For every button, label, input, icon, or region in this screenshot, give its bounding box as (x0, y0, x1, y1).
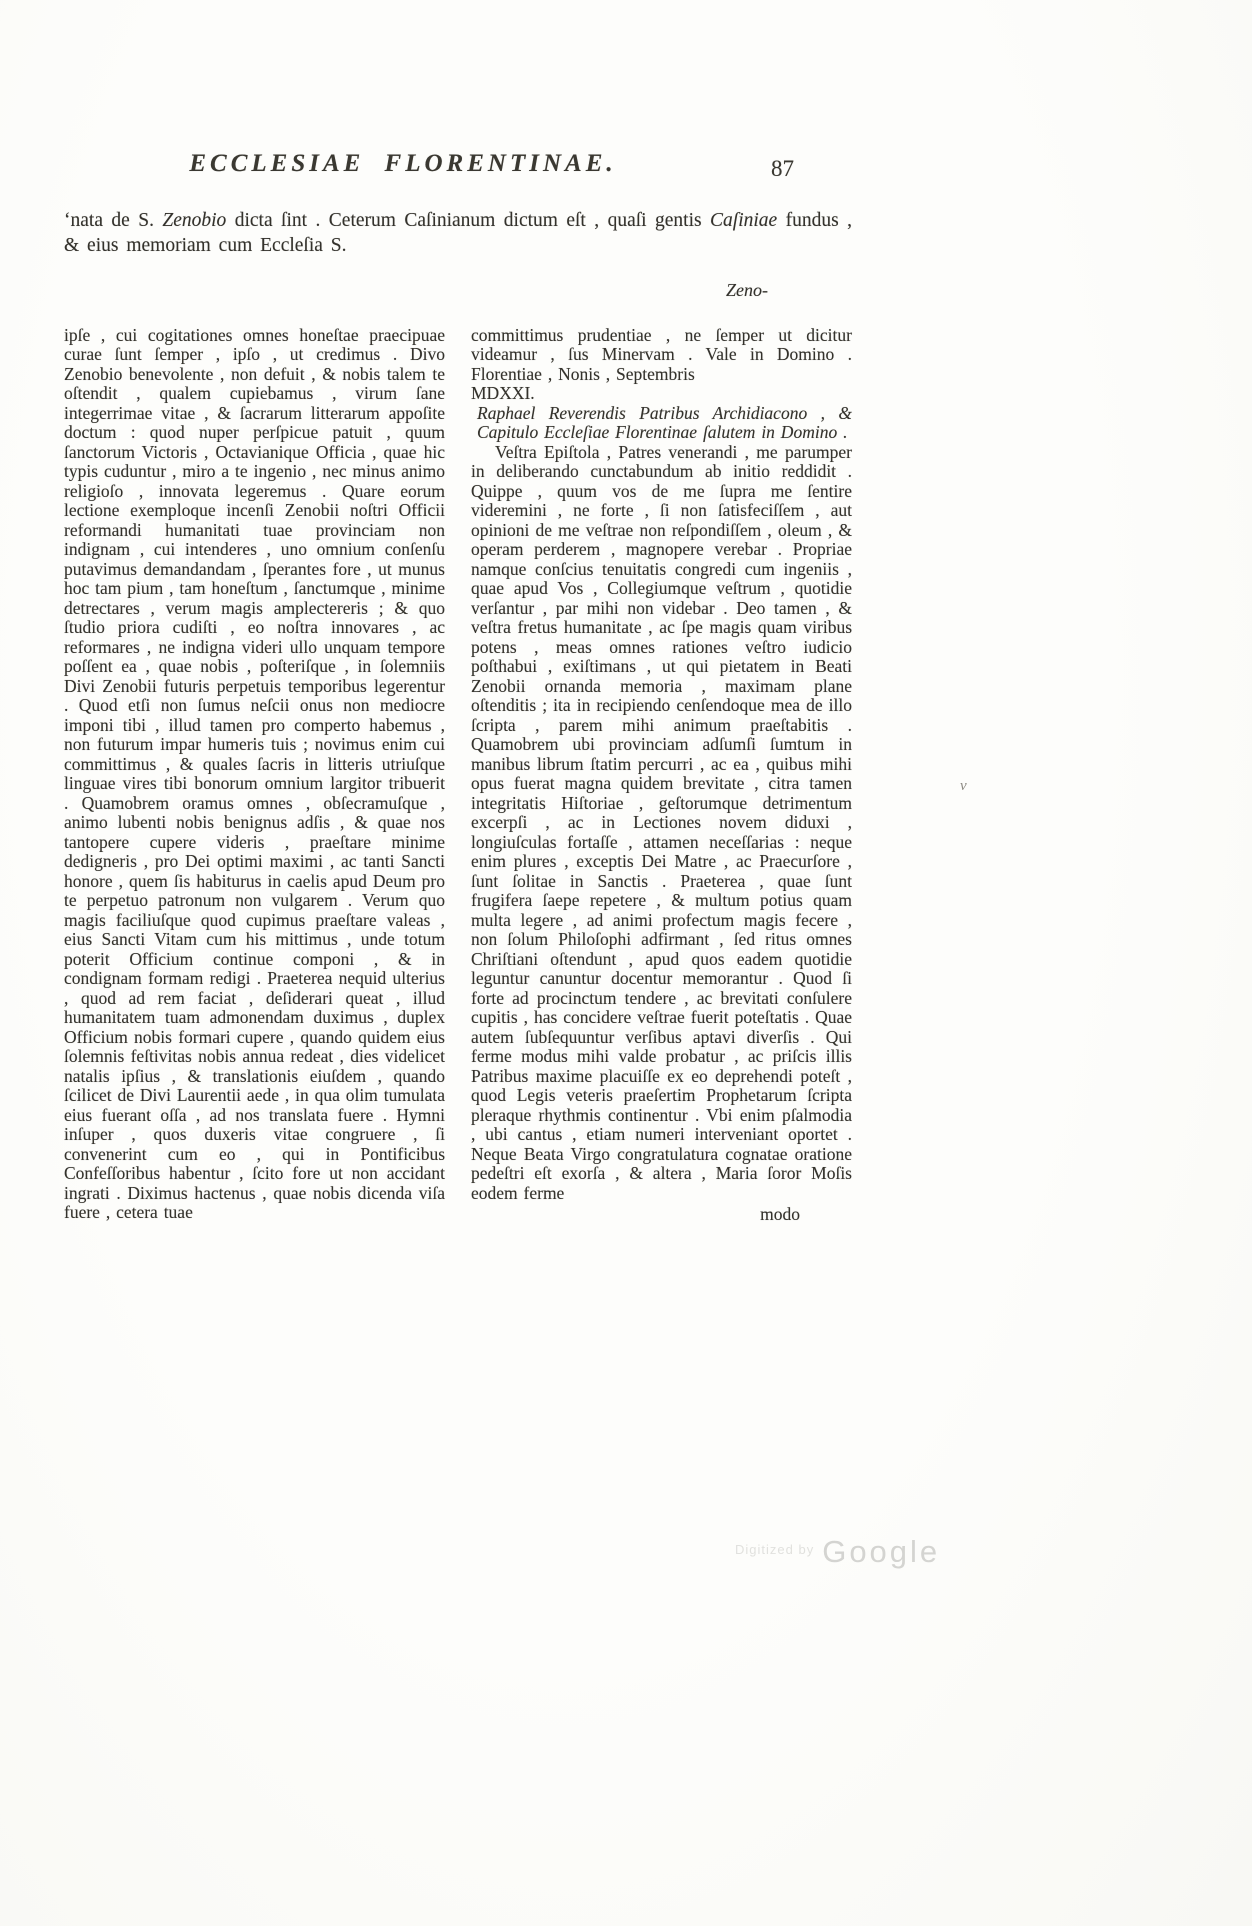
letter-salutation: Raphael Reverendis Patribus Archidiacono , & Capitulo Eccleſiae Florentinae ſalutem in Domino . (477, 402, 852, 442)
right-column (471, 326, 852, 1225)
printed-text-block (64, 150, 852, 1225)
letter-date: MDXXI. (471, 383, 535, 403)
two-column-text (64, 326, 852, 1225)
page-number: 87 (771, 156, 794, 181)
intro-text-segment: ‘nata de S. (64, 210, 163, 231)
intro-text-segment: fundus , & eius memoriam cum Eccleſia S. (64, 210, 852, 256)
running-head (64, 150, 852, 192)
catchword-modo: modo (760, 1204, 800, 1224)
intro-italic-zenobio: Zenobio (162, 210, 227, 231)
catchword-zeno: Zeno- (726, 279, 768, 300)
left-column-paragraph: ipſe , cui cogitationes omnes honeſtae praecipuae curae ſunt ſemper , ipſo , ut credimus . Divo Zenobio benevolente , non defuit , & nobis talem te oſtendit , qualem cupiebamus , virum ſane integerrimae vitae , & ſacrarum litterarum appoſite doctum : quod nuper perſpicue patuit , quum ſanctorum Victoris , Octavianique Officia , quae hic typis cuduntur , miro a te ingenio , nec minus animo religioſo , innovata legeremus . Quare eorum lectione exemploque incenſi Zenobii noſtri Officii reformandi humanitati tuae provinciam non indignam , cui intenderes , uno omnium conſenſu putavimus demandandam , ſperantes fore , ut munus hoc tam pium , tam honeſtum , ſanctumque , minime detrectares , verum magis amplectereris ; & quo ſtudio priora cudiſti , eo noſtra innovares , ac reformares , ne indigna videri ullo unquam tempore poſſent ea , quae nobis , poſteriſque , in ſolemniis Divi Zenobii futuris perpetuis temporibus legerentur . Quod etſi non ſumus neſcii onus non mediocre imponi tibi , illud tamen pro comperto habemus , non futurum impar humeris tuis ; novimus enim cui committimus , & quales ſacris in litteris utriuſque linguae vires tibi bonorum omnium largitor tribuerit . Quamobrem oramus omnes , obſecramuſque , animo lubenti nobis benignus adſis , & quae nos tantopere cupere videris , praeſtare minime dedigneris , pro Dei optimi maximi , ac tanti Sancti honore , quem ſis habiturus in caelis apud Deum pro te perpetuo patronum non vulgarem . Verum quo magis faciliuſque quod cupimus praeſtare valeas , eius Sancti Vitam cum his mittimus , unde totum poterit Officium continue componi , & in condignam formam redigi . Praeterea nequid ulterius , quod ad rem faciat , deſiderari queat , illud humanitatem tuam admonendam duximus , duplex Officium nobis formari cupere , quando quidem eius ſolemnis feſtivitas nobis annua redeat , dies videlicet natalis ipſius , & translationis eiuſdem , quando ſcilicet de Divi Laurentii aede , in qua olim tumulata eius fuerant oſſa , ad nos translata fuere . Hymni inſuper , quos duxeris vitae congruere , ſi convenerint cum eo , qui in Pontificibus Confeſſoribus habentur , ſcito fore ut non accidant ingrati . Diximus hactenus , quae nobis dicenda viſa fuere , cetera tuae (64, 324, 445, 1222)
intro-italic-casiniae: Caſiniae (710, 210, 778, 231)
google-watermark-logo: Google (822, 1534, 941, 1569)
left-column (64, 326, 445, 1225)
page-title: ECCLESIAE FLORENTINAE. (189, 150, 617, 177)
letter-body-paragraph: Veſtra Epiſtola , Patres venerandi , me parumper in deliberando cunctabundum ab initio reddidit . Quippe , quum vos de me ſupra me ſentire videremini , ne forte , ſi non ſatisfeciſſem , aut opinioni de me veſtrae non reſpondiſſem , oleum , & operam perderem , magnopere verebar . Propriae namque conſcius tenuitatis congredi cum ingeniis , quae apud Vos , Collegiumque veſtrum , quotidie verſantur , par mihi non videbar . Deo tamen , & veſtra fretus humanitate , ac ſpe magis quam viribus potens , meas omnes rationes veſtro iudicio poſthabui , exiſtimans , ut qui pietatem in Beati Zenobii ornanda memoria , maximam plane oſtenditis ; ita in recipiendo cenſendoque mea de illo ſcripta , parem mihi animum praeſtabitis . Quamobrem ubi provinciam adſumſi ſumtum in manibus librum ſtatim percurri , ac ea , quibus mihi opus fuerat magna quidem brevitate , citra tamen integritatis Hiſtoriae , geſtorumque detrimentum excerpſi , ac in Lectiones novem diduxi , longiuſculas fortaſſe , attamen neceſſarias : neque enim plures , exceptis Dei Matre , ac Praecurſore , ſunt ſolitae in Sanctis . Praeterea , quae ſunt frugifera ſaepe repetere , & multum potius quam multa legere , ad animi profectum magis fecere , non ſolum Philoſophi adfirmant , ſed ritus omnes Chriſtiani oſtendunt , apud quos eadem quotidie leguntur canuntur docentur memorantur . Quod ſi forte ad procinctum tendere , ac brevitati conſulere cupitis , has concidere veſtrae fuerit poteſtatis . Quae autem ſubſequuntur verſibus aptavi diverſis . Qui ferme modus mihi valde probatur , ac priſcis illis Patribus maxime placuiſſe ex eo deprehendi poteſt , quod Legis veteris praeſertim Prophetarum ſcripta pleraque rhythmis continentur . Vbi enim pſalmodia , ubi cantus , etiam numeri interveniant oportet . Neque Beata Virgo congratulatura cognatae oratione pedeſtri eſt exorſa , & altera , Maria ſoror Moſis eodem ferme (471, 441, 852, 1203)
watermark-prefix: Digitized by (735, 1542, 815, 1557)
digitization-watermark (735, 1534, 940, 1570)
intro-text-segment: dicta ſint . Ceterum Caſinianum dictum eſt , quaſi gentis (226, 210, 711, 231)
letter-closing-paragraph: committimus prudentiae , ne ſemper ut dicitur videamur , ſus Minervam . Vale in Domino . Florentiae , Nonis , Septembris (471, 324, 852, 384)
handwritten-margin-mark: v (960, 778, 967, 794)
intro-paragraph (64, 208, 852, 258)
